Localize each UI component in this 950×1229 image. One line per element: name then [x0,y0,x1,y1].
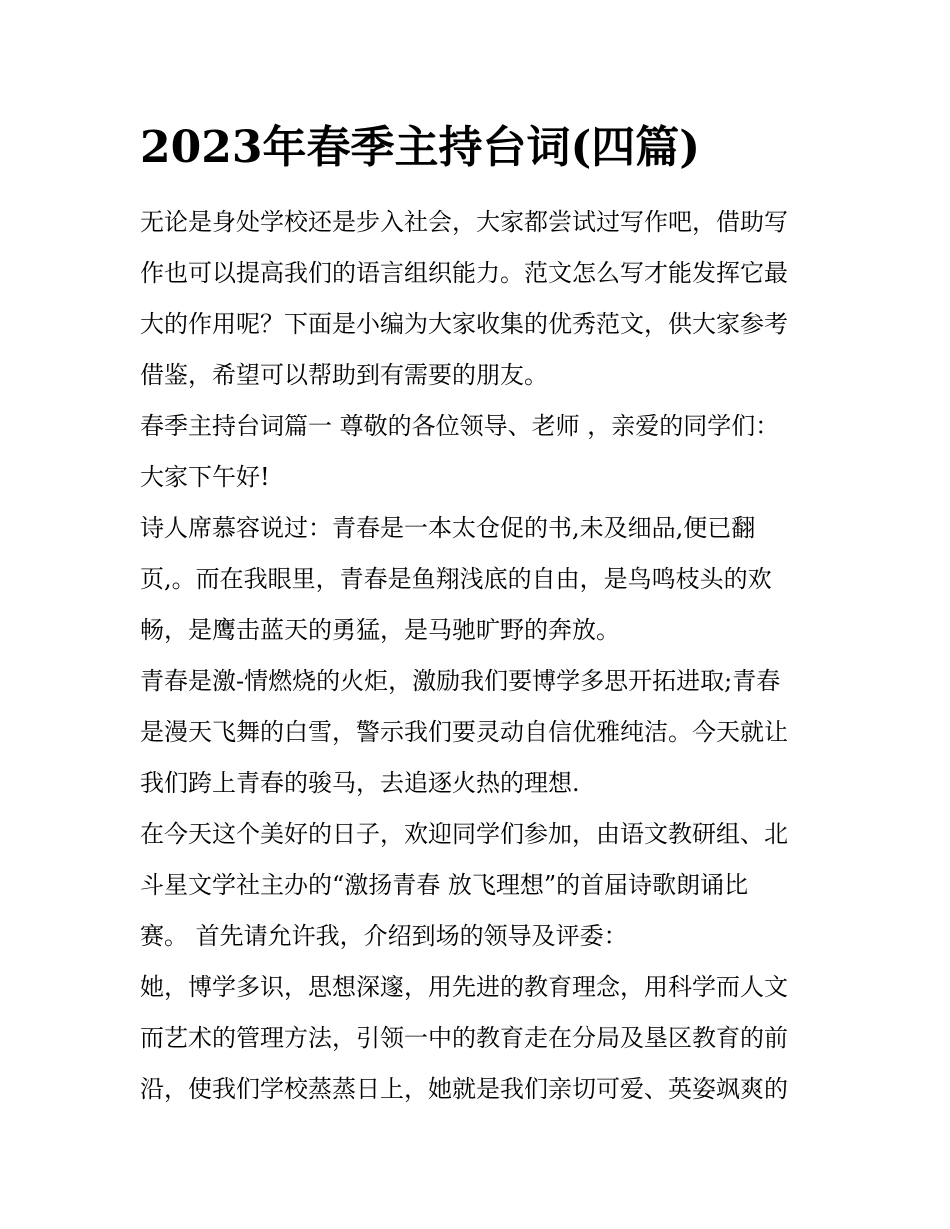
body-line: 而艺术的管理方法，引领一中的教育走在分局及垦区教育的前 [140,1024,788,1052]
document-title: 2023年春季主持台词(四篇) [140,122,701,173]
body-line: 大家下午好! [140,463,270,491]
body-line: 大的作用呢？下面是小编为大家收集的优秀范文，供大家参考 [140,310,788,338]
body-line: 作也可以提高我们的语言组织能力。范文怎么写才能发挥它最 [140,259,788,287]
body-line: 借鉴，希望可以帮助到有需要的朋友。 [140,361,548,389]
body-line: 畅，是鹰击蓝天的勇猛，是马驰旷野的奔放。 [140,616,620,644]
body-line: 在今天这个美好的日子，欢迎同学们参加，由语文教研组、北 [140,820,788,848]
body-line: 春季主持台词篇一 尊敬的各位领导、老师 ，亲爱的同学们： [140,412,780,440]
body-line: 沿，使我们学校蒸蒸日上，她就是我们亲切可爱、英姿飒爽的 [140,1075,788,1103]
body-line: 斗星文学社主办的“激扬青春 放飞理想”的首届诗歌朗诵比 [140,871,749,899]
body-line: 诗人席慕容说过：青春是一本太仓促的书,未及细品,便已翻 [140,514,756,542]
body-line: 是漫天飞舞的白雪，警示我们要灵动自信优雅纯洁。今天就让 [140,718,788,746]
body-line: 她，博学多识，思想深邃，用先进的教育理念，用科学而人文 [140,973,788,1001]
body-line: 无论是身处学校还是步入社会，大家都尝试过写作吧，借助写 [140,208,788,236]
body-line: 赛。 首先请允许我，介绍到场的领导及评委： [140,922,628,950]
body-line: 页,。而在我眼里，青春是鱼翔浅底的自由，是鸟鸣枝头的欢 [140,565,772,593]
body-line: 青春是激-情燃烧的火炬，激励我们要博学多思开拓进取;青春 [140,667,781,695]
body-line: 我们跨上青春的骏马，去追逐火热的理想. [140,769,580,797]
document-body [140,197,820,1115]
